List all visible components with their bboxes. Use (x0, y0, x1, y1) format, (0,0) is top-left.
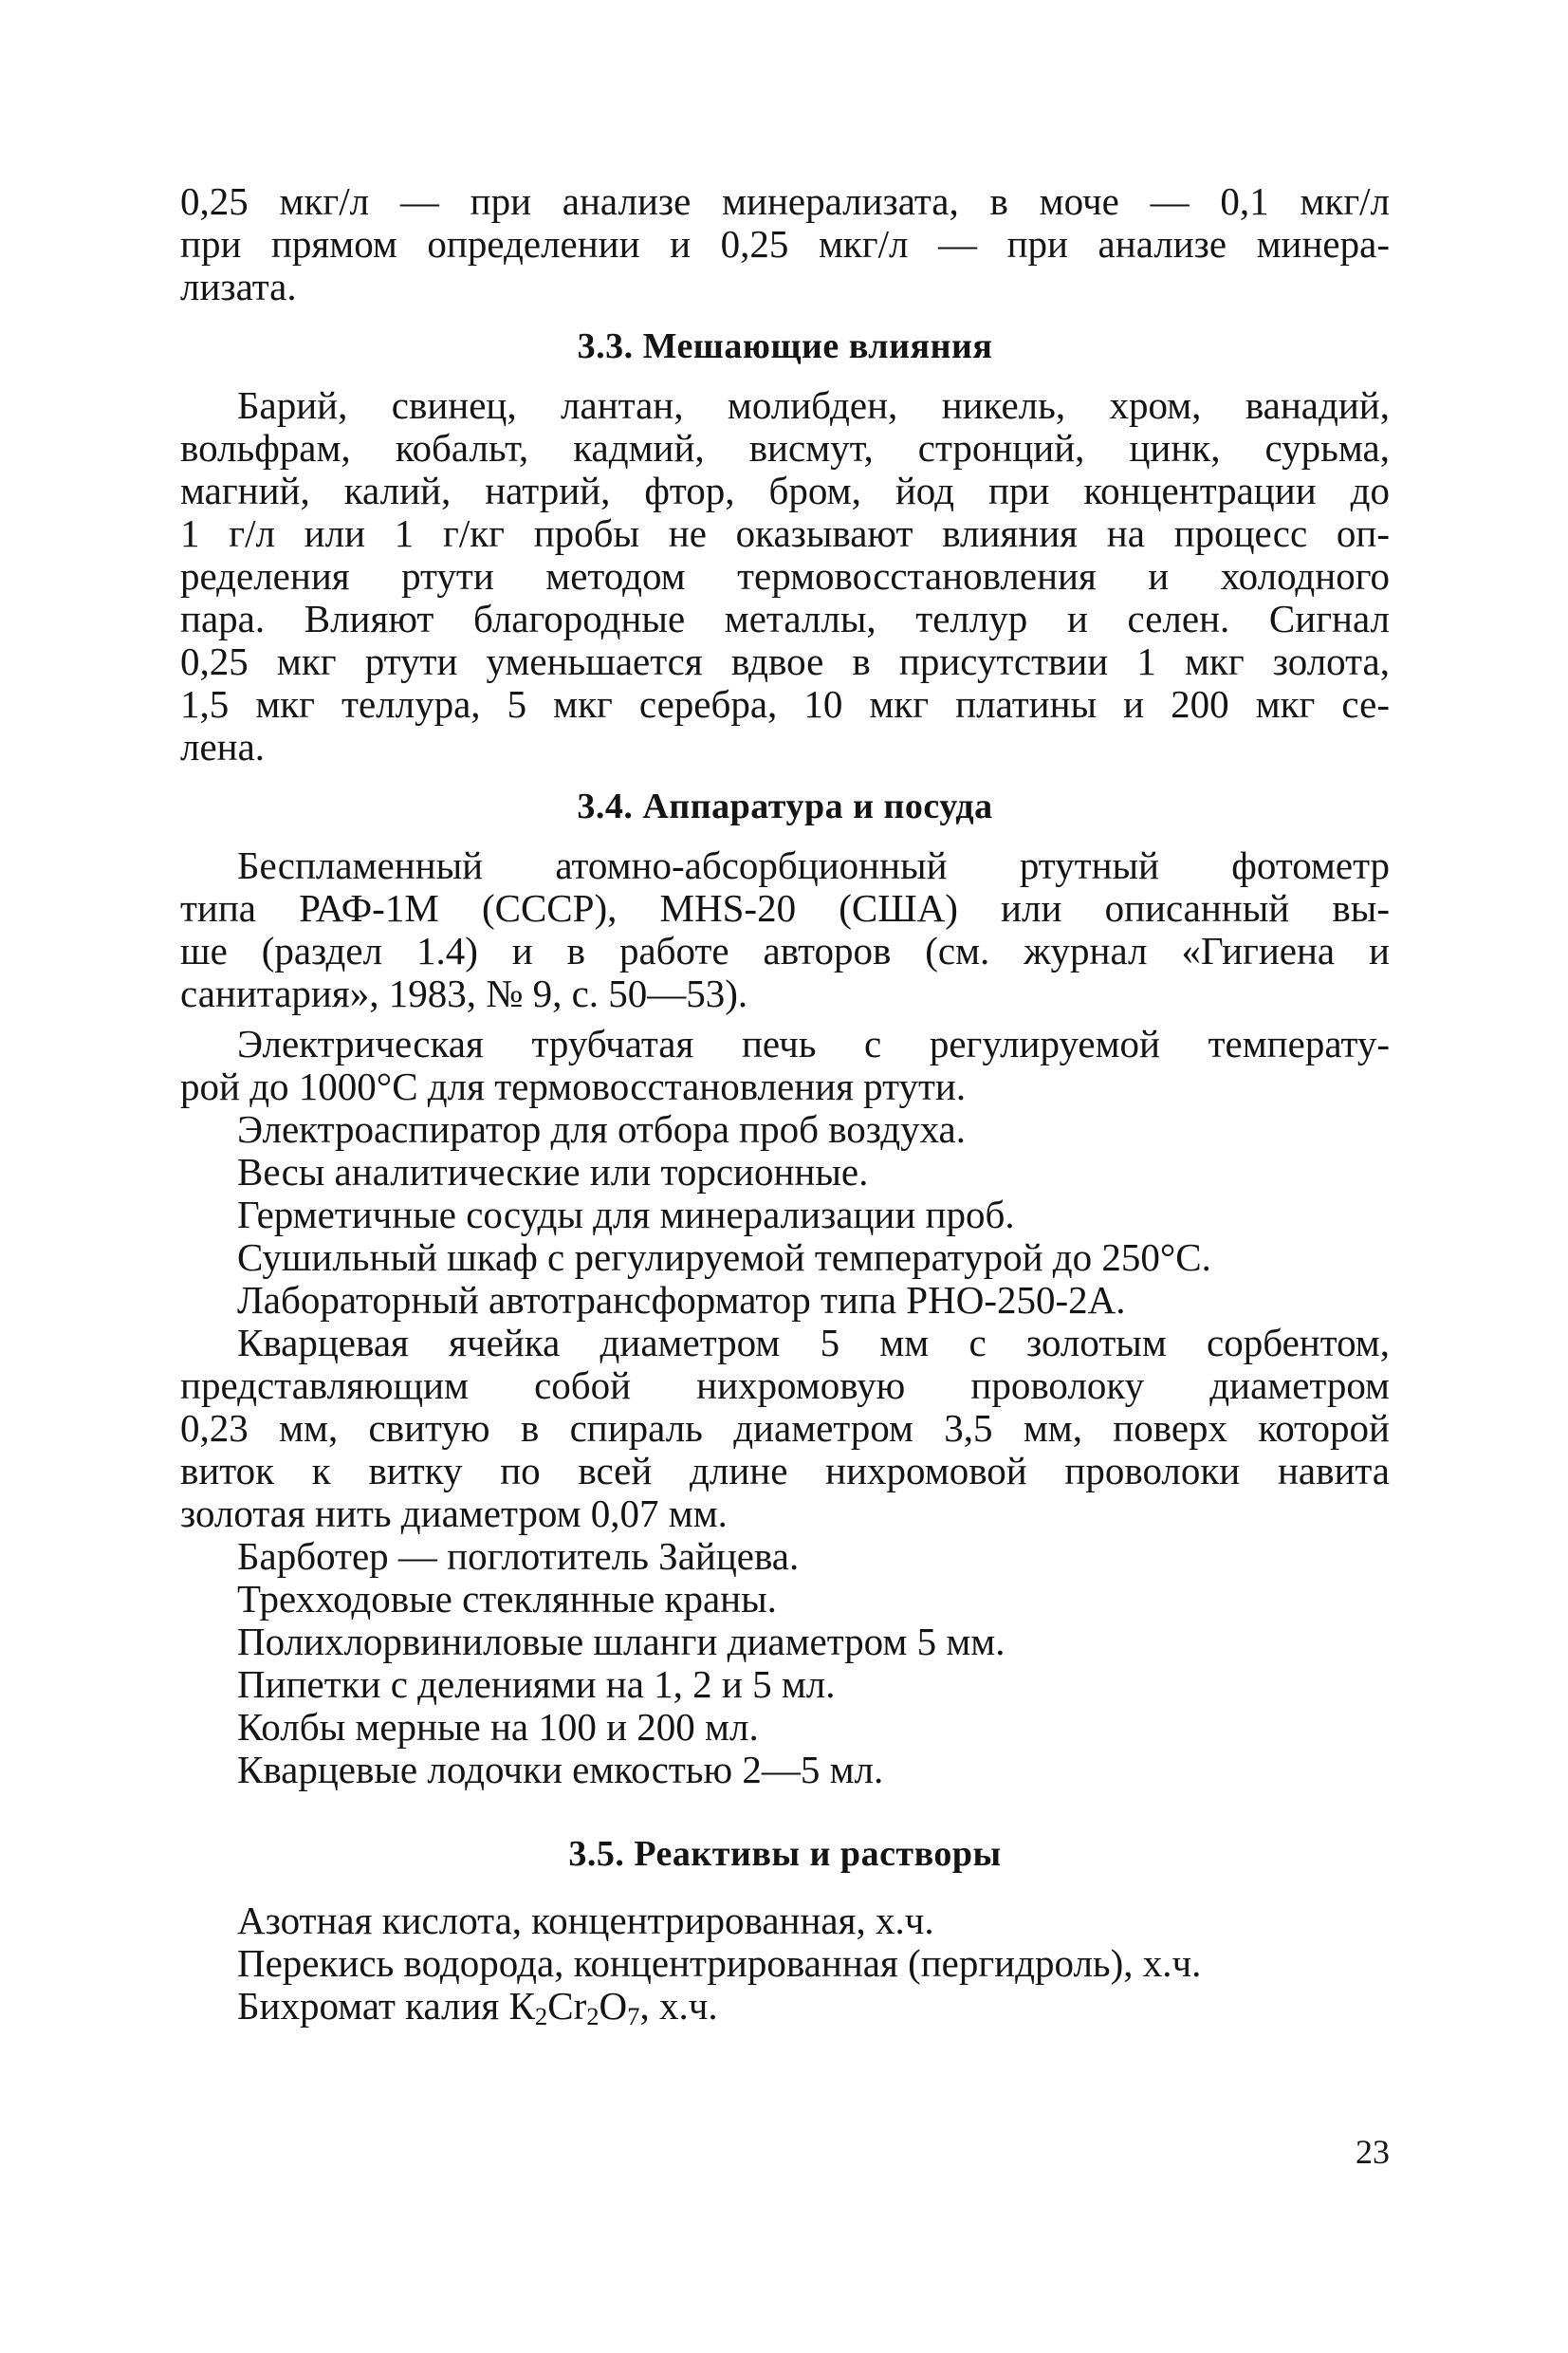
text-line: 0,25 мкг/л — при анализе минерализата, в моче — 0,1 мкг/л (180, 179, 1390, 223)
list-item-dichromate (180, 1985, 1390, 2038)
text-line: Электрическая трубчатая печь с регулируемой температу- (237, 1022, 1390, 1065)
list-item: Перекись водорода, концентрированная (пергидроль), х.ч. (237, 1941, 1202, 1985)
text-line: санитария», 1983, № 9, с. 50—53). (180, 972, 748, 1015)
text-line: 1,5 мкг теллура, 5 мкг серебра, 10 мкг платины и 200 мкг се- (180, 682, 1390, 726)
list-item: Кварцевые лодочки емкостью 2—5 мл. (237, 1748, 884, 1791)
text-line: 0,23 мм, свитую в спираль диаметром 3,5 мм, поверх которой (180, 1406, 1390, 1450)
paragraph-quartz-cell (180, 1322, 1390, 1535)
list-item: Герметичные сосуды для минерализации проб. (237, 1193, 1015, 1236)
list-item: Полихлорвиниловые шланги диаметром 5 мм. (237, 1620, 1005, 1663)
text-line: рой до 1000°С для термовосстановления ртути. (180, 1065, 967, 1108)
list-item: Лабораторный автотрансформатор типа РНО-250-2А. (237, 1278, 1126, 1322)
text-line: вольфрам, кобальт, кадмий, висмут, стронций, цинк, сурьма, (180, 426, 1390, 470)
text-line: Кварцевая ячейка диаметром 5 мм с золотым сорбентом, (237, 1321, 1390, 1364)
section-heading-3-5: 3.5. Реактивы и растворы (568, 1834, 1002, 1874)
formula-subscript: 7 (627, 2001, 640, 2030)
text-line: 0,25 мкг ртути уменьшается вдвое в присутствии 1 мкг золота, (180, 639, 1390, 683)
formula-subscript: 2 (534, 2001, 548, 2030)
paragraph-photometer (180, 844, 1390, 1015)
section-heading-3-3: 3.3. Мешающие влияния (577, 326, 993, 366)
text-line: пара. Влияют благородные металлы, теллур и селен. Сигнал (180, 597, 1390, 640)
text-line: при прямом определении и 0,25 мкг/л — при анализе минера- (180, 222, 1390, 266)
text-line: магний, калий, натрий, фтор, бром, йод при концентрации до (180, 469, 1390, 512)
text-line: ределения ртути методом термовосстановления и холодного (180, 554, 1390, 598)
text-line: лизата. (180, 265, 297, 308)
page-number: 23 (1356, 2133, 1390, 2171)
list-item: Электроаспиратор для отбора проб воздуха. (237, 1107, 966, 1151)
text-line: золотая нить диаметром 0,07 мм. (180, 1491, 728, 1535)
list-item: Колбы мерные на 100 и 200 мл. (237, 1705, 759, 1749)
text-line: Барий, свинец, лантан, молибден, никель, хром, ванадий, (237, 383, 1390, 427)
formula-text: Бихромат калия К (237, 1984, 535, 2028)
text-line: ше (раздел 1.4) и в работе авторов (см. журнал «Гигиена и (180, 929, 1390, 973)
text-line: Беспламенный атомно-абсорбционный ртутный фотометр (237, 843, 1390, 887)
list-item: Сушильный шкаф с регулируемой температурой до 250°С. (237, 1235, 1211, 1279)
text-line: лена. (180, 725, 266, 769)
paragraph-furnace (180, 1023, 1390, 1108)
list-item: Весы аналитические или торсионные. (237, 1150, 869, 1194)
section-heading-3-4: 3.4. Аппаратура и посуда (577, 787, 993, 826)
text-line: 1 г/л или 1 г/кг пробы не оказывают влияния на процесс оп- (180, 511, 1390, 555)
formula-text: Cr (547, 1984, 587, 2028)
formula-text: O (599, 1984, 628, 2028)
list-item: Трехходовые стеклянные краны. (237, 1577, 777, 1621)
formula-subscript: 2 (586, 2001, 600, 2030)
intro-paragraph (180, 180, 1390, 308)
text-line: типа РАФ-1М (СССР), MHS-20 (США) или описанный вы- (180, 886, 1390, 930)
list-item: Пипетки с делениями на 1, 2 и 5 мл. (237, 1662, 836, 1706)
text-line: представляющим собой нихромовую проволоку диаметром (180, 1363, 1390, 1407)
list-item: Азотная кислота, концентрированная, х.ч. (237, 1899, 934, 1942)
list-item: Барботер — поглотитель Зайцева. (237, 1534, 800, 1578)
paragraph-interference (180, 384, 1390, 769)
formula-text: , х.ч. (639, 1984, 718, 2028)
document-page (180, 180, 1390, 2038)
text-line: виток к витку по всей длине нихромовой проволоки навита (180, 1449, 1390, 1492)
